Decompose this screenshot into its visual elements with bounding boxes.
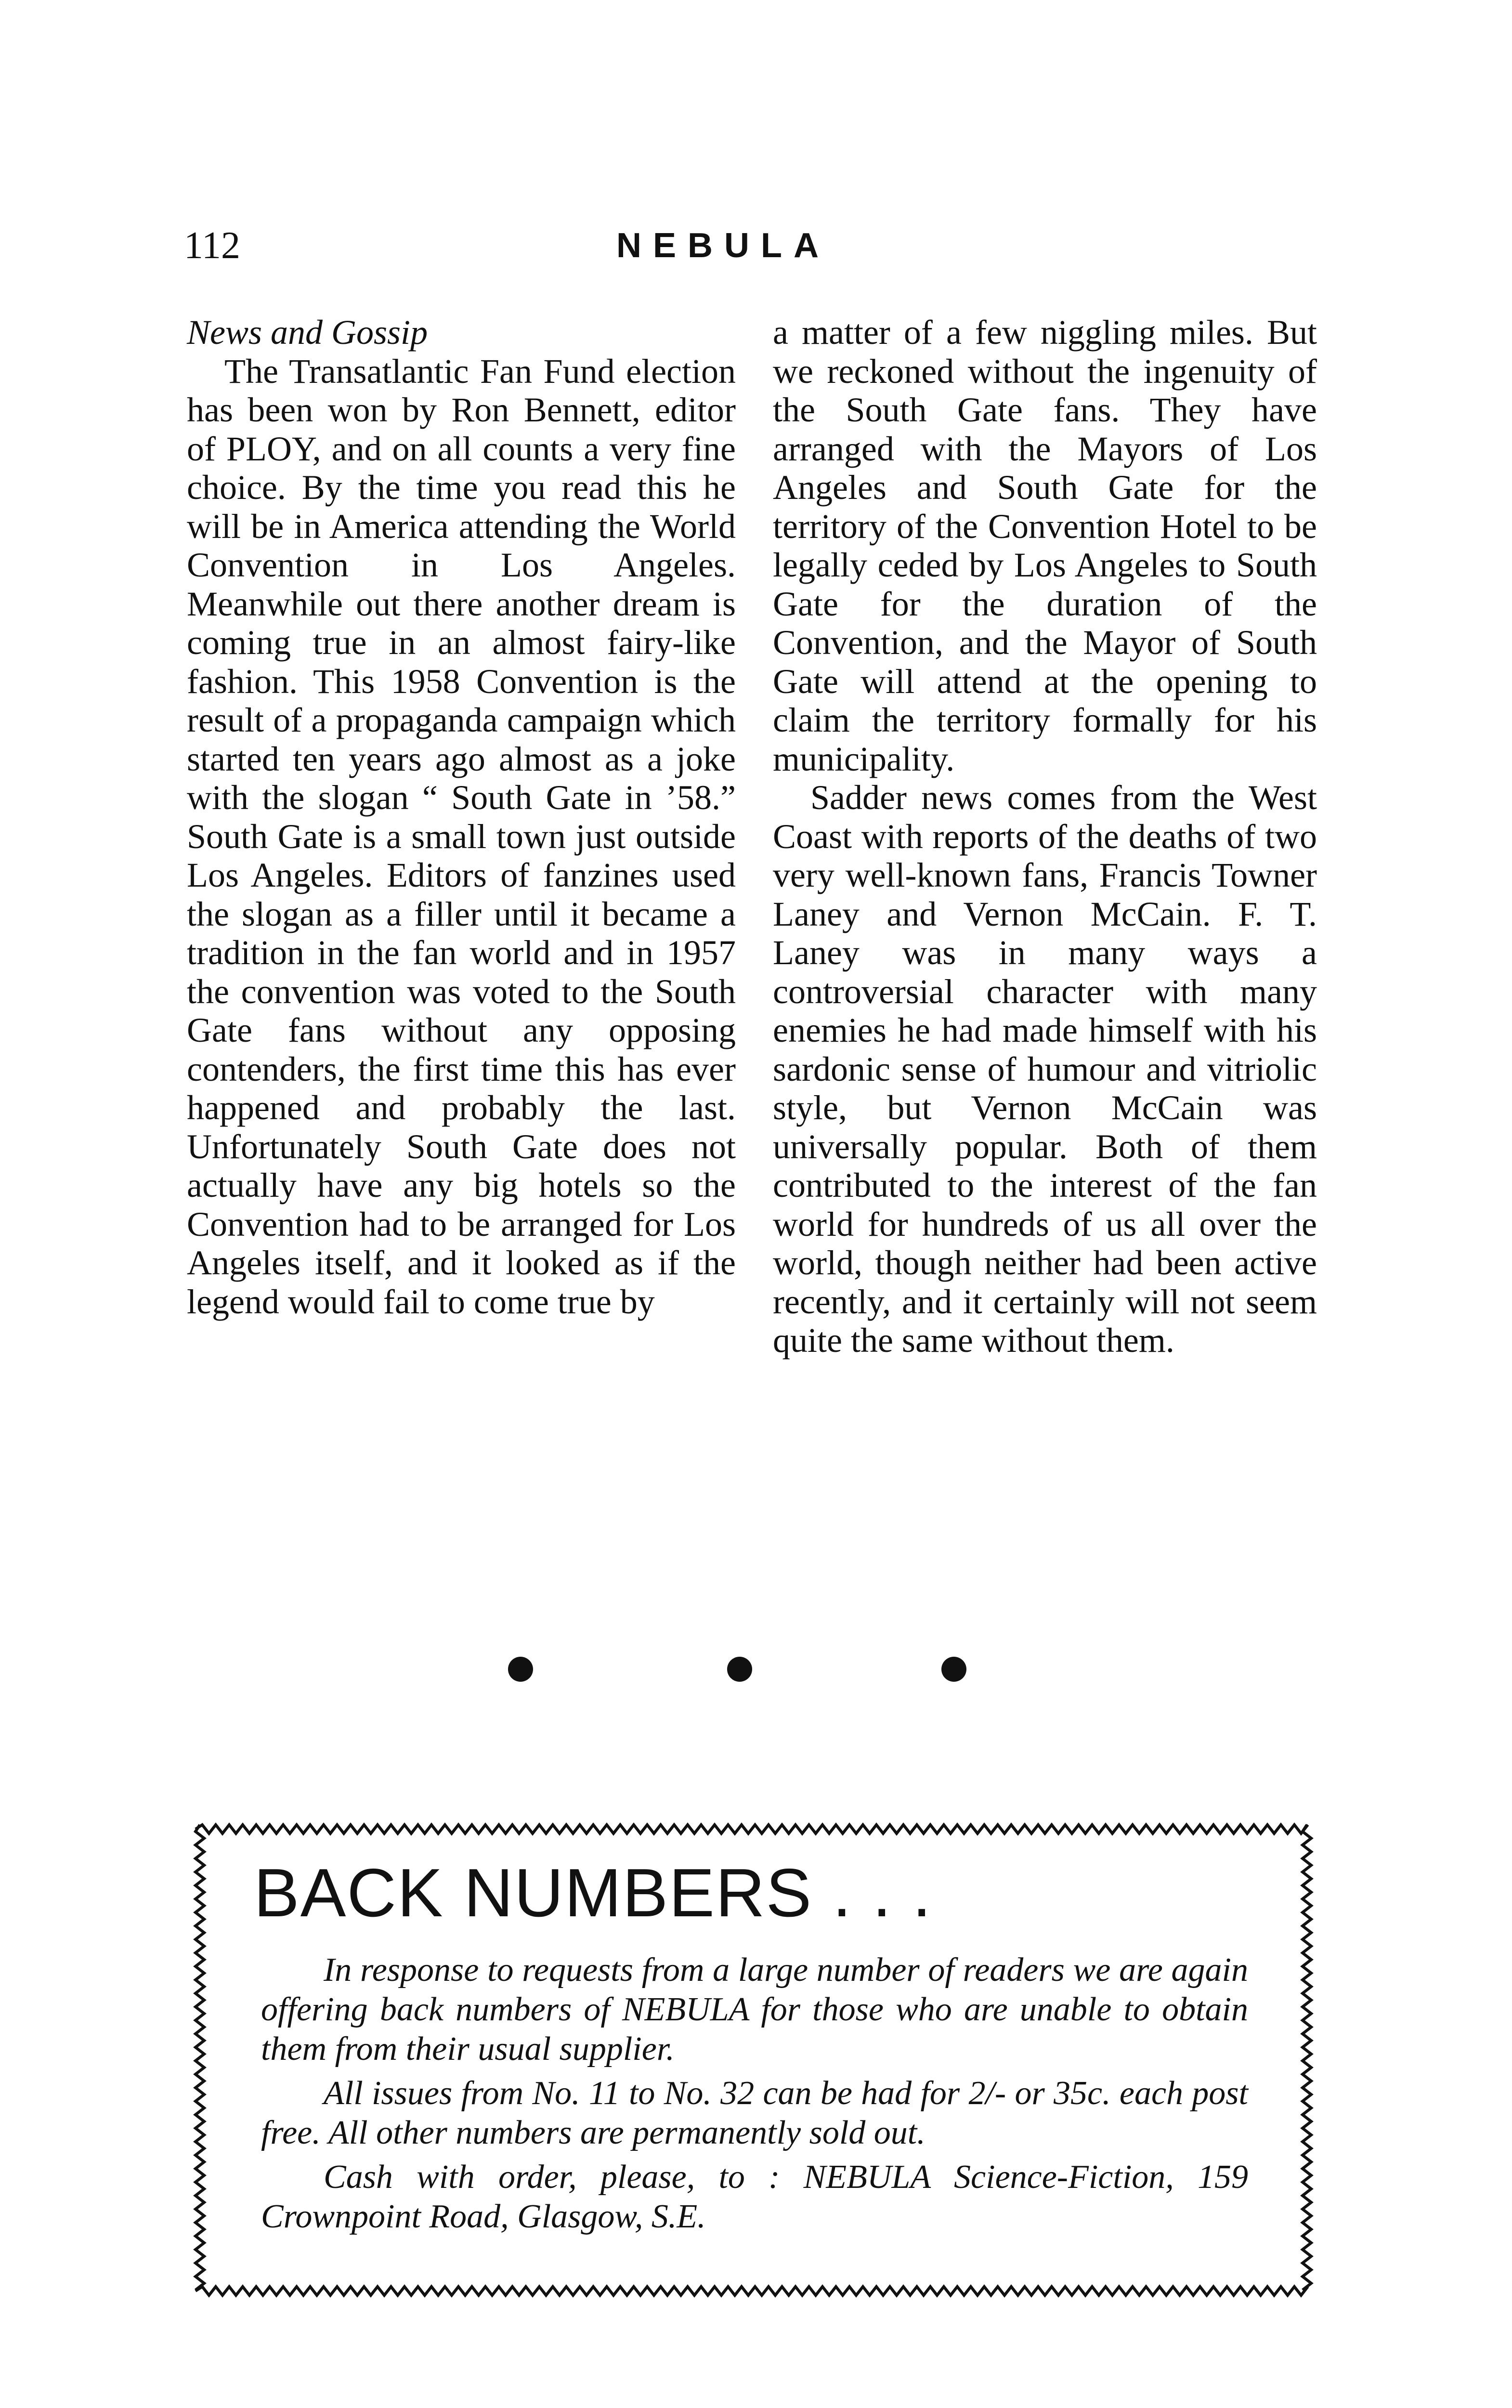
back-numbers-paragraph: In response to requests from a large number of readers we are again offering back numbers of NEBULA for those who are unable to obtain them from their usual supplier. bbox=[261, 1951, 1248, 2068]
article-paragraph: Sadder news comes from the West Coast with reports of the deaths of two very well-known fans, Francis Towner Laney and Vernon McCain. F. T. Laney was in many ways a controversial character with many enemies he had made himself with his sardonic sense of humour and vitriolic style, but Vernon McCain was universally popular. Both of them contributed to the interest of the fan world for hundreds of us all over the world, though neither had been active recently, and it certainly will not seem quite the same without them. bbox=[773, 778, 1317, 1360]
article-paragraph: The Transatlantic Fan Fund election has been won by Ron Bennett, editor of PLOY, and on all counts a very fine choice. By the time you read this he will be in America attending the World Convention in Los Angeles. Meanwhile out there another dream is coming true in an almost fairy-like fashion. This 1958 Convention is the result of a propaganda campaign which started ten years ago almost as a joke with the slogan “ South Gate in ’58.” South Gate is a small town just outside Los Angeles. Editors of fanzines used the slogan as a filler until it became a tradition in the fan world and in 1957 the convention was voted to the South Gate fans without any opposing contenders, the first time this has ever happened and probably the last. Unfortunately South Gate does not actually have any big hotels so the Convention had to be arranged for Los Angeles itself, and it looked as if the legend would fail to come true by bbox=[187, 352, 736, 1321]
bullet-icon bbox=[727, 1657, 752, 1682]
section-separator bbox=[0, 1657, 1512, 1686]
bullet-icon bbox=[941, 1657, 966, 1682]
article-column-right bbox=[773, 313, 1317, 1360]
running-head: NEBULA bbox=[616, 226, 830, 265]
back-numbers-box bbox=[189, 1818, 1318, 2302]
article-paragraph: a matter of a few niggling miles. But we reckoned without the ingenuity of the South Gate fans. They have arranged with the Mayors of Los Angeles and South Gate for the territory of the Convention Hotel to be legally ceded by Los Angeles to South Gate for the duration of the Convention, and the Mayor of South Gate will attend at the opening to claim the territory formally for his municipality. bbox=[773, 313, 1317, 778]
page-number: 112 bbox=[184, 224, 241, 267]
bullet-icon bbox=[508, 1657, 533, 1682]
back-numbers-paragraph: Cash with order, please, to : NEBULA Science-Fiction, 159 Crownpoint Road, Glasgow, S.E. bbox=[261, 2159, 1248, 2235]
back-numbers-paragraph: All issues from No. 11 to No. 32 can be had for 2/- or 35c. each post free. All other numbers are permanently sold out. bbox=[261, 2075, 1248, 2151]
article-column-left bbox=[187, 313, 736, 1321]
section-title: News and Gossip bbox=[187, 313, 428, 352]
back-numbers-body bbox=[261, 1950, 1248, 2237]
back-numbers-title: BACK NUMBERS . . . bbox=[254, 1855, 932, 1931]
